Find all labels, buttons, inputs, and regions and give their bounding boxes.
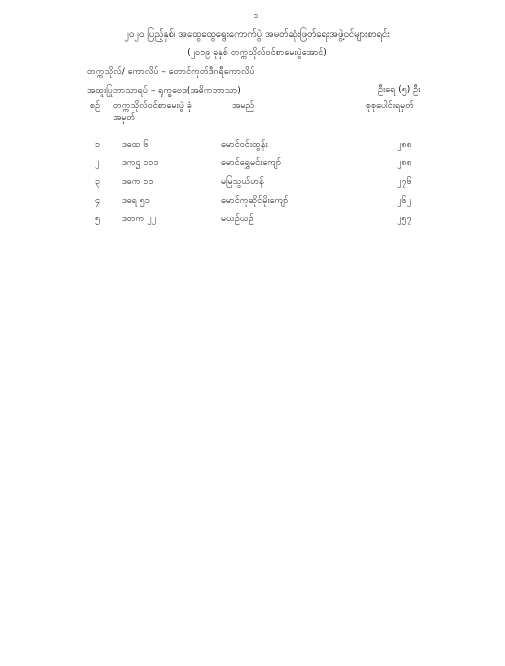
row-name: မမြသွယ်ဟန် [221, 177, 264, 187]
row-roll: ဒတက ၂၂ [122, 214, 156, 224]
table-row [0, 213, 505, 227]
row-name: မယဉ်ယဉ် [221, 214, 254, 224]
row-marks: ၂၆၂ [397, 196, 411, 206]
row-name: မောင်ကုဆိုင်မိုးကျော် [221, 196, 289, 206]
row-no: ၃ [95, 177, 101, 187]
header-roll: တက္ကသိုလ်ဝင်စာမေးပွဲ ခုံအမှတ် [113, 101, 192, 123]
row-name: မောင်ရွှေမင်းကျော် [221, 158, 282, 168]
row-name: မောင်ဝင်းထွန်း [221, 140, 268, 150]
header-no: စဉ် [90, 101, 101, 111]
table-row [0, 157, 505, 171]
university-line: တက္ကသိုလ်/ ကောလိပ် – တောင်ကုတ်ဒီဂရီကောလိပ် [87, 67, 255, 77]
row-marks: ၂၇၆ [397, 177, 412, 187]
row-roll: ဒဓထ ၆ [122, 140, 149, 150]
page-number: ၁ [253, 11, 259, 21]
row-no: ၂ [95, 158, 100, 168]
title-line-2: (၂၀၁၉ ခုနှစ် တက္ကသိုလ်ဝင်စာမေးပွဲအောင်) [187, 48, 327, 58]
row-roll: ဒကဌ ၁၁၁ [122, 158, 159, 168]
table-row [0, 176, 505, 190]
row-marks: ၂၅၇ [397, 214, 412, 224]
row-no: ၄ [95, 196, 101, 206]
row-roll: ဒဓက ၁၁ [122, 177, 154, 187]
batch-count: ဦးရေ (၅) ဦး [378, 85, 421, 95]
header-name: အမည် [232, 101, 255, 111]
header-marks: စုစုပေါင်းရမှတ် [366, 101, 415, 111]
row-roll: ဒဓရ ၅၁ [122, 196, 150, 206]
row-no: ၁ [95, 140, 101, 150]
row-marks: ၂၈၈ [397, 158, 412, 168]
row-marks: ၂၈၈ [397, 140, 412, 150]
table-row [0, 139, 505, 153]
table-row [0, 195, 505, 209]
title-line-1: ၂၀၂၀ ပြည့်နှစ်၊ အထွေထွေရွေးကောက်ပွဲ အမတ်ဆုံးဖြတ်ရေးအဖွဲ့ဝင်များစာရင်း [124, 29, 390, 40]
row-no: ၅ [95, 214, 101, 224]
region-line: အထူးပြုဘာသာရပ် – ရုက္ခဗေဒ(အဓိကဘာသာ) [87, 86, 241, 96]
